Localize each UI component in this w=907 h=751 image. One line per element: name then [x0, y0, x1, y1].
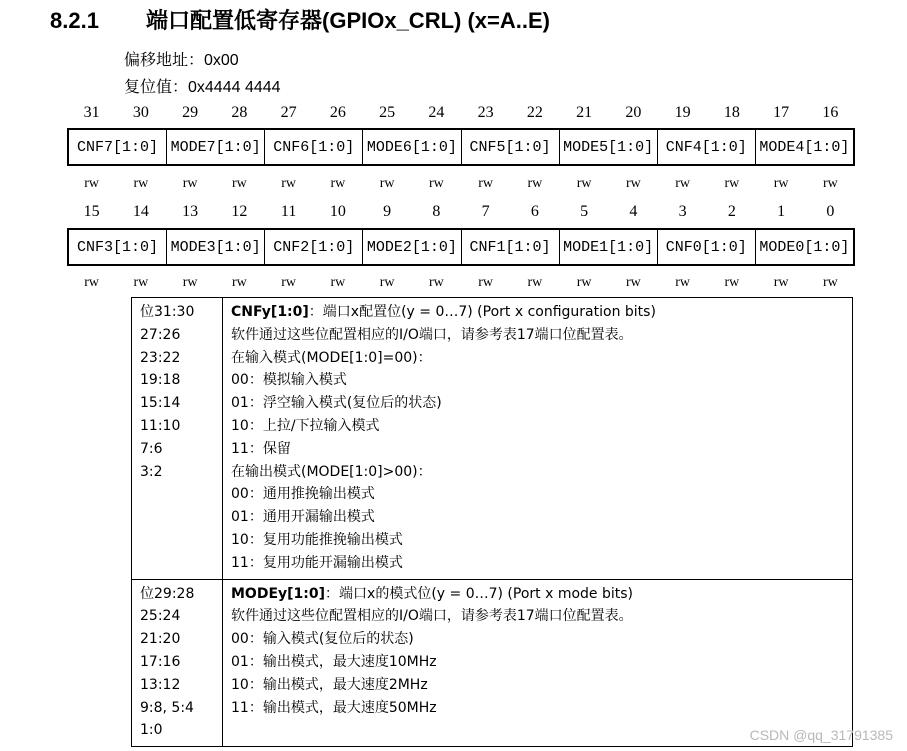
description-line: 00：模拟输入模式 [231, 372, 347, 389]
access-label: rw [231, 176, 247, 191]
description-line: 10：输出模式，最大速度2MHz [231, 676, 428, 693]
access-label: rw [182, 275, 198, 290]
register-field: CNF7[1:0] [77, 138, 159, 156]
access-label: rw [133, 275, 149, 290]
bit-number: 5 [580, 203, 589, 220]
register-field: CNF6[1:0] [264, 130, 362, 164]
description-line: 软件通过这些位配置相应的I/O端口，请参考表17端口位配置表。 [231, 326, 633, 343]
description-line: 在输入模式(MODE[1:0]=00)： [231, 349, 432, 366]
bit-numbers-high [67, 104, 855, 122]
access-label: rw [724, 275, 740, 290]
bit-number: 29 [182, 104, 199, 121]
register-field: CNF4[1:0] [657, 130, 755, 164]
bit-numbers-low [67, 203, 855, 221]
access-label: rw [822, 176, 838, 191]
access-label: rw [428, 275, 444, 290]
access-label: rw [84, 275, 100, 290]
register-field: MODE6[1:0] [362, 130, 460, 164]
access-label: rw [428, 176, 444, 191]
bit-range: 3:2 [140, 463, 163, 480]
access-label: rw [576, 176, 592, 191]
bit-number: 16 [822, 104, 839, 121]
bit-number: 7 [481, 203, 490, 220]
description-line: 01：通用开漏输出模式 [231, 509, 375, 526]
bit-number: 8 [432, 203, 441, 220]
bit-range: 11:10 [140, 417, 181, 434]
bit-number: 19 [674, 104, 691, 121]
description-line: 10：上拉/下拉输入模式 [231, 417, 380, 434]
bit-number: 0 [826, 203, 835, 220]
bit-range: 21:20 [140, 631, 181, 648]
bit-number: 6 [530, 203, 539, 220]
bit-number: 22 [526, 104, 543, 121]
bit-range: 13:12 [140, 676, 181, 693]
register-field: MODE2[1:0] [362, 230, 460, 264]
section-title: 端口配置低寄存器(GPIOx_CRL) (x=A..E) [146, 8, 550, 33]
bit-number: 17 [773, 104, 790, 121]
access-label: rw [625, 176, 641, 191]
access-label: rw [773, 275, 789, 290]
register-field: MODE0[1:0] [755, 230, 853, 264]
bit-number: 27 [280, 104, 297, 121]
description-cell [223, 298, 853, 580]
access-label: rw [330, 275, 346, 290]
access-label: rw [576, 275, 592, 290]
access-label: rw [379, 275, 395, 290]
register-field: MODE1[1:0] [559, 230, 657, 264]
access-label: rw [773, 176, 789, 191]
description-line: 10：复用功能推挽输出模式 [231, 531, 403, 548]
bit-number: 28 [231, 104, 248, 121]
bit-number: 18 [723, 104, 740, 121]
bit-range: 17:16 [140, 653, 181, 670]
access-label: rw [182, 176, 198, 191]
access-label: rw [231, 275, 247, 290]
register-field: MODE4[1:0] [755, 130, 853, 164]
bit-number: 13 [182, 203, 199, 220]
bit-number: 10 [329, 203, 346, 220]
bit-number: 25 [379, 104, 396, 121]
field-title [231, 301, 844, 324]
bit-range: 19:18 [140, 372, 181, 389]
register-field: MODE5[1:0] [559, 130, 657, 164]
bit-number: 24 [428, 104, 445, 121]
bit-number: 23 [477, 104, 494, 121]
bit-range: 15:14 [140, 395, 181, 412]
field-summary: ：端口x的模式位(y = 0…7) (Port x mode bits) [325, 585, 633, 602]
description-line: 在输出模式(MODE[1:0]>00)： [231, 463, 432, 480]
field-summary: ：端口x配置位(y = 0…7) (Port x configuration bits) [308, 304, 656, 320]
field-name: MODEy[1:0] [231, 585, 326, 602]
bit-number: 30 [132, 104, 149, 121]
access-label: rw [675, 275, 691, 290]
register-field: CNF1[1:0] [461, 230, 559, 264]
watermark: CSDN @qq_31791385 [749, 727, 893, 743]
bit-number: 1 [777, 203, 786, 220]
description-line: 01：输出模式，最大速度10MHz [231, 653, 437, 670]
register-field: MODE7[1:0] [166, 130, 264, 164]
section-number: 8.2.1 [50, 8, 99, 33]
register-field: CNF0[1:0] [657, 230, 755, 264]
bit-number: 14 [132, 203, 149, 220]
bit-range-cell [132, 298, 223, 580]
register-field: MODE3[1:0] [166, 230, 264, 264]
bit-number: 26 [329, 104, 346, 121]
access-label: rw [822, 275, 838, 290]
section-heading [50, 4, 550, 35]
description-cell [223, 579, 853, 747]
access-label: rw [330, 176, 346, 191]
bit-number: 2 [727, 203, 736, 220]
register-field: CNF2[1:0] [264, 230, 362, 264]
bit-range-cell [132, 579, 223, 747]
access-label: rw [281, 176, 297, 191]
bit-range: 27:26 [140, 326, 181, 343]
access-row-high [67, 176, 855, 192]
access-label: rw [625, 275, 641, 290]
bit-range: 1:0 [140, 722, 163, 739]
register-field: CNF3[1:0] [77, 238, 159, 256]
description-line: 11：输出模式，最大速度50MHz [231, 699, 437, 716]
bit-number: 3 [678, 203, 687, 220]
bit-range: 9:8, 5:4 [140, 699, 194, 716]
reset-value: 复位值：0x4444 4444 [124, 79, 281, 96]
table-row [132, 298, 853, 580]
register-fields-high [67, 128, 855, 166]
bit-number: 15 [83, 203, 100, 220]
description-line: 00：通用推挽输出模式 [231, 486, 375, 503]
bit-range: 23:22 [140, 349, 181, 366]
bit-range: 位29:28 [140, 585, 195, 602]
bit-range: 位31:30 [140, 304, 195, 320]
access-label: rw [84, 176, 100, 191]
description-line: 11：复用功能开漏输出模式 [231, 554, 403, 571]
register-fields-low [67, 228, 855, 266]
bit-description-table [131, 297, 853, 747]
bit-number: 31 [83, 104, 100, 121]
bit-number: 21 [576, 104, 593, 121]
register-field: CNF5[1:0] [461, 130, 559, 164]
description-line: 00：输入模式(复位后的状态) [231, 631, 414, 648]
access-label: rw [527, 275, 543, 290]
field-title [231, 583, 844, 606]
bit-number: 11 [280, 203, 297, 220]
description-line: 软件通过这些位配置相应的I/O端口，请参考表17端口位配置表。 [231, 608, 633, 625]
access-label: rw [379, 176, 395, 191]
table-row [132, 579, 853, 747]
bit-number: 12 [231, 203, 248, 220]
access-label: rw [478, 275, 494, 290]
description-line: 11：保留 [231, 440, 291, 457]
access-label: rw [133, 176, 149, 191]
bit-number: 20 [625, 104, 642, 121]
access-label: rw [281, 275, 297, 290]
bit-range: 25:24 [140, 608, 181, 625]
bit-number: 4 [629, 203, 638, 220]
bit-number: 9 [383, 203, 392, 220]
access-label: rw [478, 176, 494, 191]
access-row-low [67, 275, 855, 291]
access-label: rw [724, 176, 740, 191]
bit-range: 7:6 [140, 440, 163, 457]
offset-address: 偏移地址：0x00 [124, 52, 239, 69]
field-name: CNFy[1:0] [231, 304, 309, 320]
access-label: rw [527, 176, 543, 191]
description-line: 01：浮空输入模式(复位后的状态) [231, 395, 442, 412]
access-label: rw [675, 176, 691, 191]
